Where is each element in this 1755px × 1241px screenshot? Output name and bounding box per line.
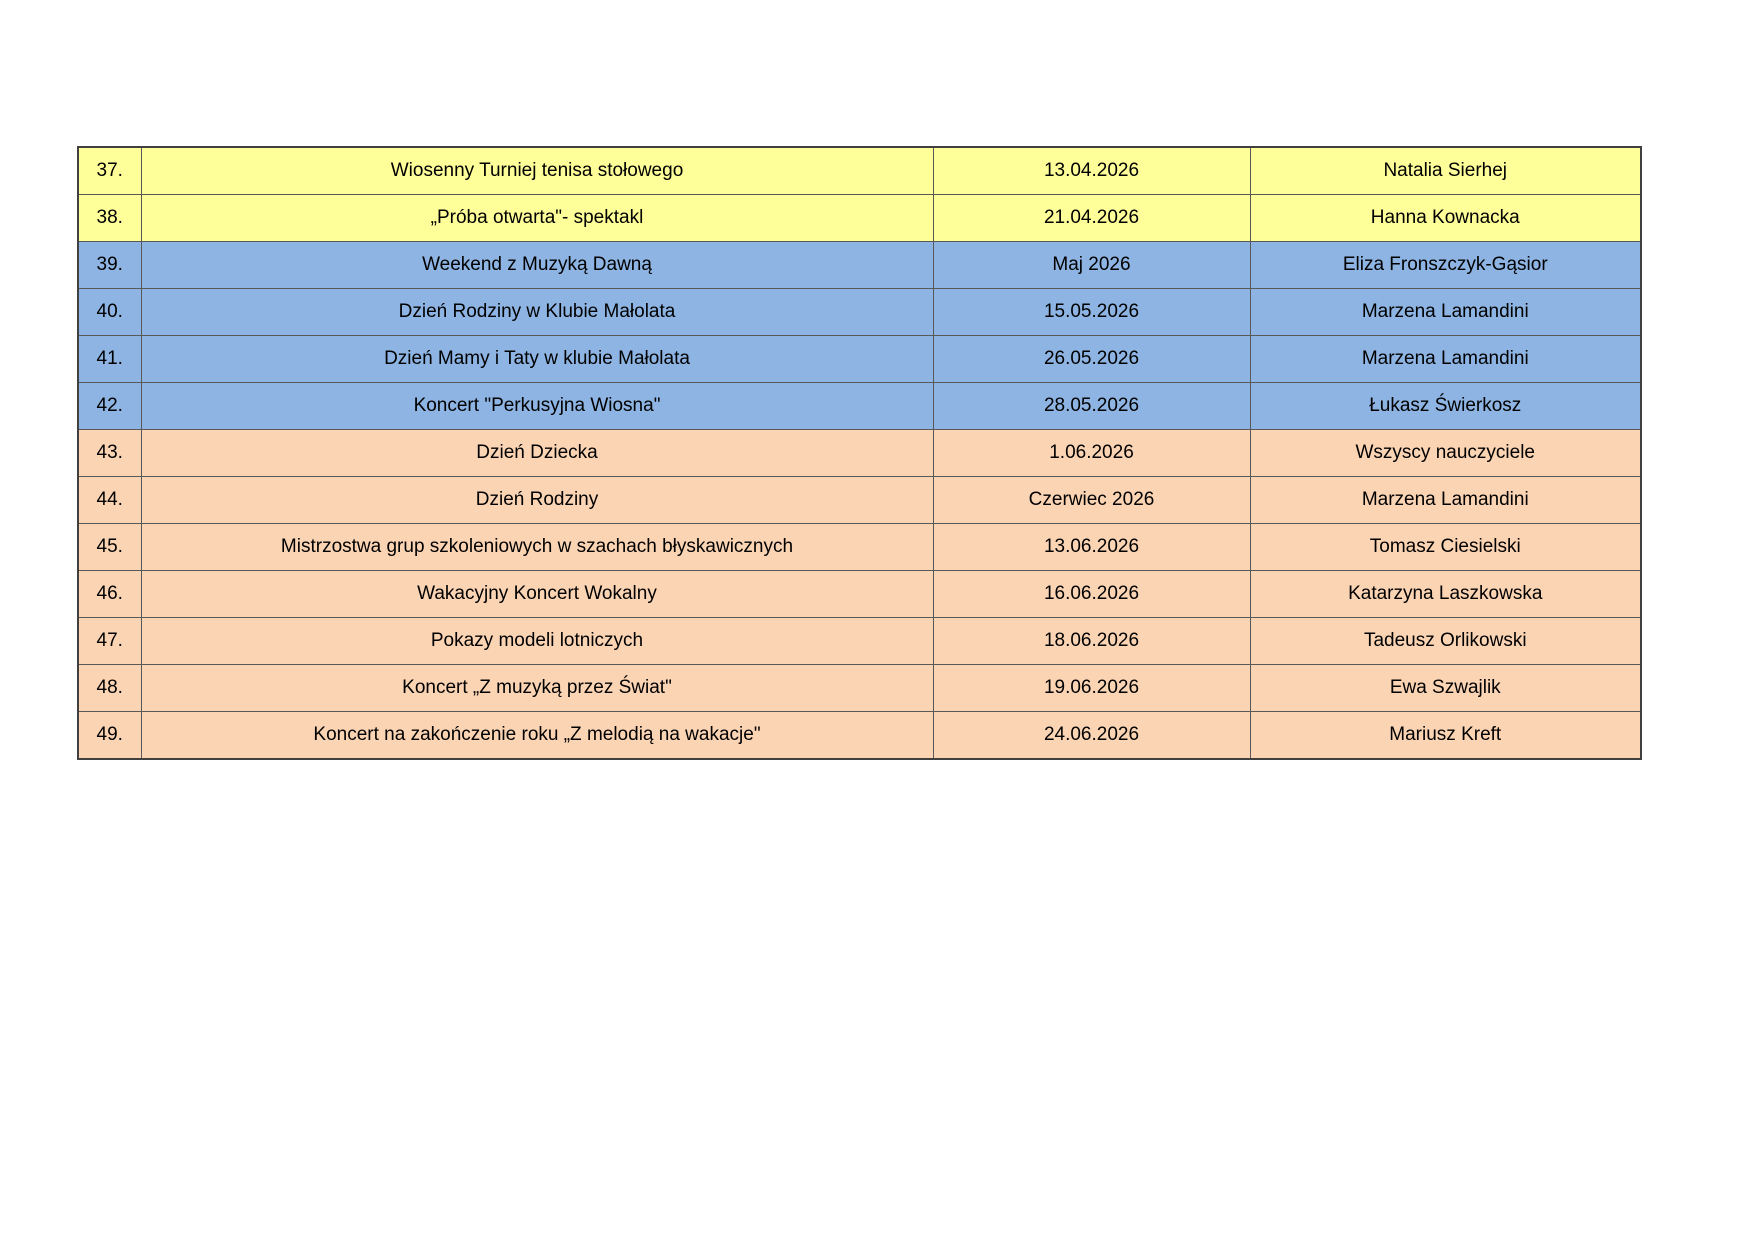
responsible-person: Wszyscy nauczyciele — [1250, 430, 1641, 477]
row-number: 43. — [78, 430, 141, 477]
event-name: Pokazy modeli lotniczych — [141, 618, 933, 665]
responsible-person: Eliza Fronszczyk-Gąsior — [1250, 242, 1641, 289]
table-row — [78, 430, 1641, 477]
event-date: Maj 2026 — [933, 242, 1250, 289]
row-number: 46. — [78, 571, 141, 618]
row-number: 44. — [78, 477, 141, 524]
responsible-person: Tomasz Ciesielski — [1250, 524, 1641, 571]
row-number: 45. — [78, 524, 141, 571]
table-row — [78, 477, 1641, 524]
row-number: 49. — [78, 712, 141, 760]
event-name: Koncert „Z muzyką przez Świat" — [141, 665, 933, 712]
responsible-person: Marzena Lamandini — [1250, 336, 1641, 383]
event-name: Dzień Rodziny — [141, 477, 933, 524]
event-date: 16.06.2026 — [933, 571, 1250, 618]
event-name: Weekend z Muzyką Dawną — [141, 242, 933, 289]
event-date: 19.06.2026 — [933, 665, 1250, 712]
event-name: Koncert na zakończenie roku „Z melodią na wakacje" — [141, 712, 933, 760]
event-date: Czerwiec 2026 — [933, 477, 1250, 524]
responsible-person: Katarzyna Laszkowska — [1250, 571, 1641, 618]
table-row — [78, 524, 1641, 571]
event-name: Koncert "Perkusyjna Wiosna" — [141, 383, 933, 430]
table-row — [78, 242, 1641, 289]
responsible-person: Natalia Sierhej — [1250, 147, 1641, 195]
event-name: Dzień Rodziny w Klubie Małolata — [141, 289, 933, 336]
event-date: 18.06.2026 — [933, 618, 1250, 665]
table-row — [78, 383, 1641, 430]
events-table — [77, 146, 1642, 760]
event-name: Dzień Mamy i Taty w klubie Małolata — [141, 336, 933, 383]
event-date: 24.06.2026 — [933, 712, 1250, 760]
row-number: 38. — [78, 195, 141, 242]
responsible-person: Tadeusz Orlikowski — [1250, 618, 1641, 665]
row-number: 37. — [78, 147, 141, 195]
table-row — [78, 571, 1641, 618]
event-name: Wiosenny Turniej tenisa stołowego — [141, 147, 933, 195]
event-date: 13.06.2026 — [933, 524, 1250, 571]
row-number: 41. — [78, 336, 141, 383]
table-row — [78, 712, 1641, 760]
table-row — [78, 195, 1641, 242]
row-number: 40. — [78, 289, 141, 336]
event-name: Mistrzostwa grup szkoleniowych w szachach błyskawicznych — [141, 524, 933, 571]
row-number: 47. — [78, 618, 141, 665]
event-date: 1.06.2026 — [933, 430, 1250, 477]
responsible-person: Łukasz Świerkosz — [1250, 383, 1641, 430]
responsible-person: Hanna Kownacka — [1250, 195, 1641, 242]
table-row — [78, 665, 1641, 712]
row-number: 39. — [78, 242, 141, 289]
event-date: 21.04.2026 — [933, 195, 1250, 242]
event-name: Dzień Dziecka — [141, 430, 933, 477]
row-number: 48. — [78, 665, 141, 712]
event-date: 13.04.2026 — [933, 147, 1250, 195]
table-row — [78, 618, 1641, 665]
responsible-person: Marzena Lamandini — [1250, 477, 1641, 524]
event-date: 15.05.2026 — [933, 289, 1250, 336]
event-date: 26.05.2026 — [933, 336, 1250, 383]
table-row — [78, 289, 1641, 336]
table-row — [78, 336, 1641, 383]
row-number: 42. — [78, 383, 141, 430]
table-row — [78, 147, 1641, 195]
responsible-person: Ewa Szwajlik — [1250, 665, 1641, 712]
event-name: Wakacyjny Koncert Wokalny — [141, 571, 933, 618]
responsible-person: Mariusz Kreft — [1250, 712, 1641, 760]
event-name: „Próba otwarta"- spektakl — [141, 195, 933, 242]
events-table-body — [78, 147, 1641, 759]
event-date: 28.05.2026 — [933, 383, 1250, 430]
responsible-person: Marzena Lamandini — [1250, 289, 1641, 336]
